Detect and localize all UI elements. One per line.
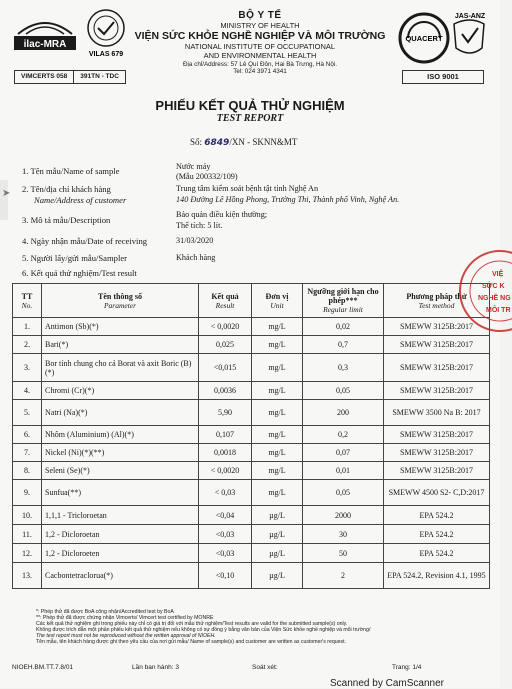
info-value-5: Khách hàng — [176, 253, 216, 262]
cell-unit: mg/L — [252, 354, 303, 382]
table-row — [13, 544, 490, 563]
vilas-logo — [84, 8, 128, 60]
ministry-en: MINISTRY OF HEALTH — [220, 21, 300, 30]
table-row — [13, 354, 490, 382]
col-no: TT No. — [13, 284, 42, 318]
cell-method: EPA 524.2, Revision 4.1, 1995 — [384, 563, 490, 589]
table-row — [13, 400, 490, 426]
institute-address: Địa chỉ/Address: 57 Lê Quí Đôn, Hai Bà Trưng, Hà Nội. — [182, 61, 337, 68]
cell-limit: 0,07 — [303, 444, 384, 462]
institute-tel: Tel: 024 3971 4341 — [233, 68, 287, 75]
cell-result: <0,015 — [199, 354, 252, 382]
info-label-5: 5. Người lấy/gửi mẫu/Sampler — [22, 253, 128, 263]
cell-parameter: Antimon (Sb)(*) — [42, 318, 199, 336]
cell-no: 5. — [13, 400, 42, 426]
report-number — [190, 137, 297, 148]
cell-parameter: Seleni (Se)(*) — [42, 462, 199, 480]
cell-limit: 2000 — [303, 506, 384, 525]
cell-no: 13. — [13, 563, 42, 589]
page-edge-shadow — [0, 180, 11, 220]
col-limit: Ngưỡng giới hạn cho phép*** Regular limit — [303, 284, 384, 318]
table-row — [13, 444, 490, 462]
info-label-2b: Name/Address of customer — [34, 195, 127, 205]
report-number-suffix: /XN - SKNN&MT — [229, 137, 298, 147]
pointer-icon: ➤ — [2, 188, 11, 199]
col-parameter: Tên thông số Parameter — [42, 284, 199, 318]
cell-method: SMEWW 3125B:2017 — [384, 318, 490, 336]
cell-no: 12. — [13, 544, 42, 563]
cell-limit: 0,3 — [303, 354, 384, 382]
cell-no: 11. — [13, 525, 42, 544]
note-2: **: Phép thử đã được chứng nhận Vimcerts/ Vimcert test certified by MONRE — [36, 615, 214, 621]
cell-method: EPA 524.2 — [384, 506, 490, 525]
vilas-text: VILAS 679 — [88, 51, 124, 58]
cell-method: SMEWW 4500 S2- C,D:2017 — [384, 480, 490, 506]
cell-parameter: Nhôm (Aluminium) (Al)(*) — [42, 426, 199, 444]
note-6: Tên mẫu, tên khách hàng được ghi theo yêu cầu của nơi gửi mẫu/ Name of sample(s) and customer are written as customer's request. — [36, 639, 346, 645]
cell-result: <0,03 — [199, 544, 252, 563]
cell-parameter: Chromi (Cr)(*) — [42, 382, 199, 400]
ilac-mra-logo — [12, 10, 78, 64]
table-row — [13, 506, 490, 525]
cell-parameter: 1,2 - Dicloroeten — [42, 544, 199, 563]
cell-unit: mg/L — [252, 400, 303, 426]
table-row — [13, 382, 490, 400]
note-1: *: Phép thử đã được BoA công nhận/Accredited test by BoA — [36, 609, 174, 615]
cell-limit: 0,7 — [303, 336, 384, 354]
cell-method: EPA 524.2 — [384, 525, 490, 544]
cell-limit: 0,05 — [303, 480, 384, 506]
cell-result: < 0,0020 — [199, 318, 252, 336]
cell-parameter: Nickel (Ni)(*)(**) — [42, 444, 199, 462]
cell-method: SMEWW 3125B:2017 — [384, 426, 490, 444]
cell-method: SMEWW 3125B:2017 — [384, 444, 490, 462]
info-label-1: 1. Tên mẫu/Name of sample — [22, 166, 120, 176]
cell-unit: mg/L — [252, 382, 303, 400]
cell-no: 10. — [13, 506, 42, 525]
info-label-3: 3. Mô tả mẫu/Description — [22, 215, 111, 225]
institute-vn: VIỆN SỨC KHỎE NGHỀ NGHIỆP VÀ MÔI TRƯỜNG — [134, 30, 386, 42]
quacert-text: QUACERT — [405, 34, 443, 43]
cell-result: <0,04 — [199, 506, 252, 525]
col-result: Kết quả Result — [199, 284, 252, 318]
cell-limit: 0,02 — [303, 318, 384, 336]
institute-en-2: AND ENVIRONMENTAL HEALTH — [203, 51, 317, 60]
cell-limit: 0,05 — [303, 382, 384, 400]
table-row — [13, 525, 490, 544]
cell-parameter: Sunfua(**) — [42, 480, 199, 506]
cell-limit: 2 — [303, 563, 384, 589]
cell-unit: mg/L — [252, 462, 303, 480]
svg-text:NGHỀ NG: NGHỀ NG — [478, 295, 511, 302]
red-stamp — [452, 246, 512, 336]
footer-page: Trang: 1/4 — [392, 664, 422, 671]
note-3: Các kết quả thử nghiệm ghi trong phiếu này chỉ có giá trị đối với mẫu thử nghiệm/Test results are valid for the submitted sample(s) only. — [36, 621, 348, 627]
cell-unit: µg/L — [252, 525, 303, 544]
cell-result: 0,025 — [199, 336, 252, 354]
vimcerts-code: VIMCERTS 058 — [15, 71, 74, 83]
note-5: The test report must not be reproduced without the written approval of NIOEH. — [36, 633, 216, 639]
certification-codes — [14, 70, 126, 84]
table-row — [13, 480, 490, 506]
report-number-prefix: Số: — [190, 137, 203, 147]
table-row — [13, 336, 490, 354]
info-value-2b: 140 Đường Lê Hồng Phong, Trường Thi, Thành phố Vinh, Nghệ An. — [176, 195, 400, 204]
cell-limit: 200 — [303, 400, 384, 426]
cell-parameter: Natri (Na)(*) — [42, 400, 199, 426]
cell-limit: 30 — [303, 525, 384, 544]
institute-en-1: NATIONAL INSTITUTE OF OCCUPATIONAL — [184, 42, 336, 51]
info-value-1b: (Mẫu 200332/109) — [176, 172, 238, 181]
cell-result: <0,03 — [199, 525, 252, 544]
cell-parameter: 1,2 - Dicloroetan — [42, 525, 199, 544]
cell-unit: mg/L — [252, 444, 303, 462]
cell-unit: µg/L — [252, 544, 303, 563]
notes — [36, 609, 456, 645]
info-label-2: 2. Tên/địa chỉ khách hàng — [22, 184, 111, 194]
cell-result: <0,10 — [199, 563, 252, 589]
svg-text:SỨC K: SỨC K — [482, 283, 505, 290]
cell-parameter: 1,1,1 - Tricloroetan — [42, 506, 199, 525]
document-footer — [12, 664, 482, 671]
info-value-2: Trung tâm kiểm soát bệnh tật tỉnh Nghệ An — [176, 184, 319, 193]
cell-limit: 0,2 — [303, 426, 384, 444]
quacert-logo — [398, 8, 488, 78]
ilac-text: ilac-MRA — [23, 39, 67, 50]
cell-result: 0,107 — [199, 426, 252, 444]
cell-no: 1. — [13, 318, 42, 336]
cell-method: SMEWW 3500 Na B: 2017 — [384, 400, 490, 426]
iso-9001-badge: ISO 9001 — [402, 70, 484, 84]
cell-unit: mg/L — [252, 318, 303, 336]
report-title-en: TEST REPORT — [216, 113, 284, 124]
cell-method: SMEWW 3125B:2017 — [384, 354, 490, 382]
footer-issue: Lần ban hành: 3 — [132, 664, 179, 671]
cell-method: EPA 524.2 — [384, 544, 490, 563]
cell-limit: 50 — [303, 544, 384, 563]
table-row — [13, 318, 490, 336]
svg-text:MÔI TR: MÔI TR — [486, 307, 511, 314]
cell-parameter: Cacbontetraclorua(*) — [42, 563, 199, 589]
cell-result: 0,0036 — [199, 382, 252, 400]
cell-unit: µg/L — [252, 506, 303, 525]
cell-result: < 0,0020 — [199, 462, 252, 480]
table-row — [13, 426, 490, 444]
cell-result: 0,0018 — [199, 444, 252, 462]
cell-method: SMEWW 3125B:2017 — [384, 462, 490, 480]
report-title-vn: PHIẾU KẾT QUẢ THỬ NGHIỆM — [155, 98, 345, 113]
cell-no: 7. — [13, 444, 42, 462]
cell-no: 2. — [13, 336, 42, 354]
ministry-vn: BỘ Y TẾ — [238, 10, 282, 21]
cell-limit: 0,01 — [303, 462, 384, 480]
cell-parameter: Bari(*) — [42, 336, 199, 354]
jas-anz-text: JAS-ANZ — [454, 13, 486, 20]
svg-text:VIỆ: VIỆ — [492, 271, 504, 278]
table-row — [13, 563, 490, 589]
cell-no: 3. — [13, 354, 42, 382]
cell-unit: mg/L — [252, 480, 303, 506]
report-number-handwritten: 6849 — [204, 138, 230, 148]
institute-header — [130, 10, 390, 75]
cell-method: SMEWW 3125B:2017 — [384, 336, 490, 354]
cell-parameter: Bor tính chung cho cả Borat và axit Boric (B)(*) — [42, 354, 199, 382]
cell-unit: mg/L — [252, 426, 303, 444]
table-header-row — [13, 284, 490, 318]
cell-method: SMEWW 3125B:2017 — [384, 382, 490, 400]
info-label-6: 6. Kết quả thử nghiệm/Test result — [22, 268, 137, 278]
note-4: Không được trích dẫn một phần phiếu kết quả thử nghiệm nếu không có sự đồng ý bằng văn bản của Viện Sức khỏe nghề nghiệp và môi trường/ — [36, 627, 371, 633]
cell-no: 4. — [13, 382, 42, 400]
cell-result: 5,90 — [199, 400, 252, 426]
tdc-code: 391TN - TDC — [80, 73, 119, 80]
cell-result: < 0,03 — [199, 480, 252, 506]
cell-unit: mg/L — [252, 336, 303, 354]
table-row — [13, 462, 490, 480]
cell-no: 9. — [13, 480, 42, 506]
camscanner-watermark: Scanned by CamScanner — [330, 678, 444, 689]
col-unit: Đơn vị Unit — [252, 284, 303, 318]
test-result-table — [12, 283, 490, 589]
cell-unit: µg/L — [252, 563, 303, 589]
info-value-3b: Thể tích: 5 lít. — [176, 221, 223, 230]
col-method: Phương pháp thử Test method — [384, 284, 490, 318]
cell-no: 8. — [13, 462, 42, 480]
cell-no: 6. — [13, 426, 42, 444]
info-value-4: 31/03/2020 — [176, 236, 214, 245]
footer-code: NIOEH.BM.TT.7.8/01 — [12, 664, 74, 671]
info-label-4: 4. Ngày nhận mẫu/Date of receiving — [22, 236, 148, 246]
info-value-1: Nước máy — [176, 162, 211, 171]
info-value-3: Bảo quản điều kiện thường; — [176, 210, 268, 219]
footer-revision: Soát xét: — [252, 664, 278, 671]
